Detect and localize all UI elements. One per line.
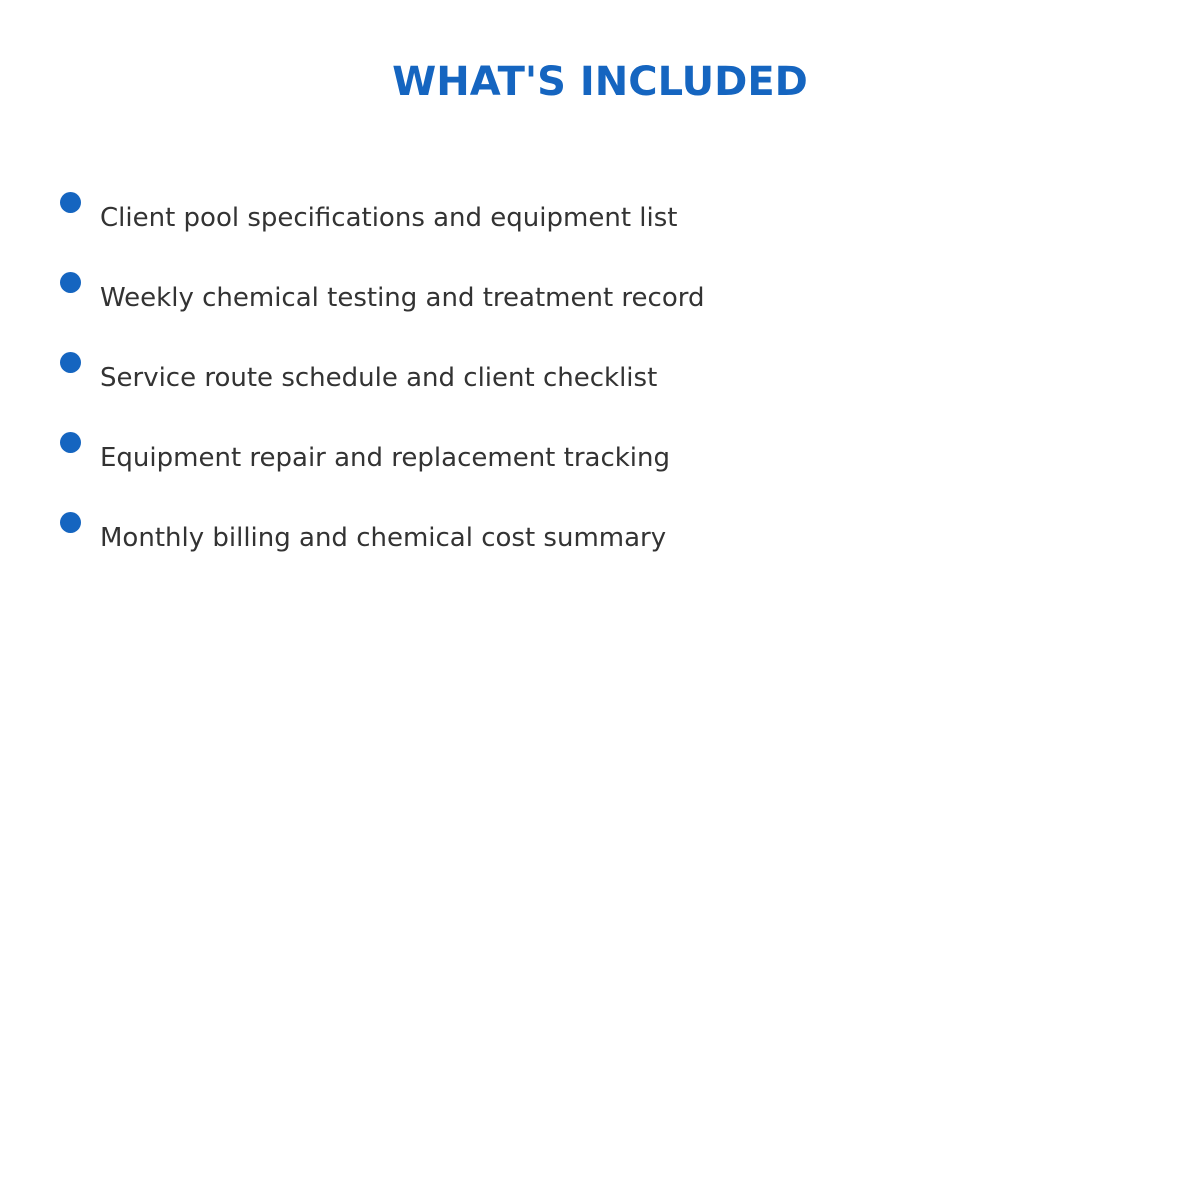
list-item-text: Client pool specifications and equipment list <box>100 203 678 233</box>
bullet-dot-icon <box>60 352 81 373</box>
list-item-text: Equipment repair and replacement tracking <box>100 443 671 473</box>
list-item-text: Weekly chemical testing and treatment record <box>100 283 705 313</box>
list-item-text: Monthly billing and chemical cost summary <box>100 523 667 553</box>
list-item-text: Service route schedule and client checklist <box>100 363 658 393</box>
bullet-dot-icon <box>60 512 81 533</box>
bullet-dot-icon <box>60 432 81 453</box>
bullet-dot-icon <box>60 192 81 213</box>
page-title: WHAT'S INCLUDED <box>392 59 808 105</box>
bullet-dot-icon <box>60 272 81 293</box>
